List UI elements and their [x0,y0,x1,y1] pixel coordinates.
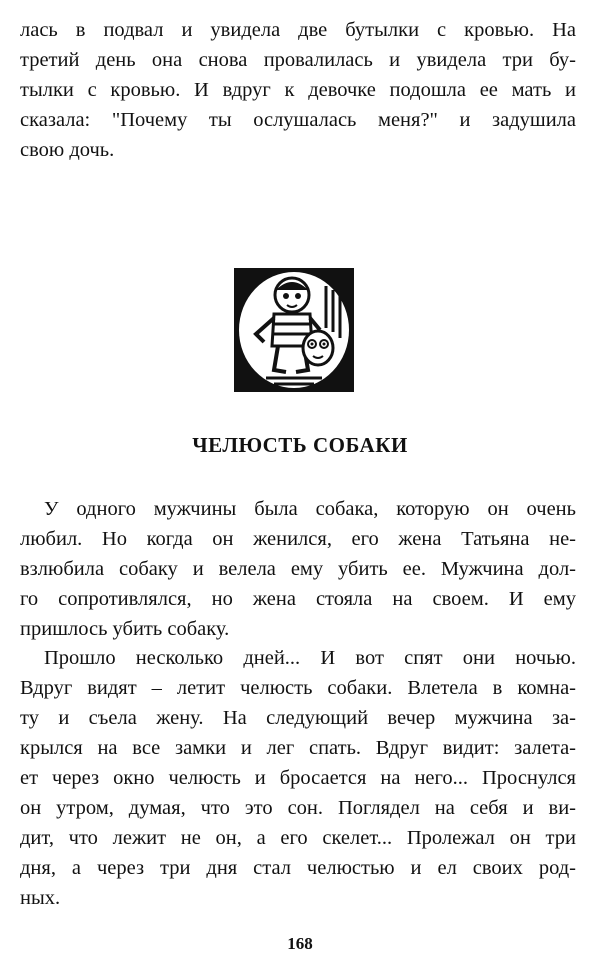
text-line: ет через окно челюсть и бросается на него... Проснулся [20,767,576,789]
boy-holding-head-icon [234,268,354,392]
text-line: он утром, думая, что это сон. Поглядел на себя и ви- [20,797,576,819]
page-number: 168 [287,934,313,953]
text-line: У одного мужчины была собака, которую он очень [44,498,576,520]
text-line: свою дочь. [20,139,115,161]
text-line: любил. Но когда он женился, его жена Татьяна не- [20,528,576,550]
text-line: го сопротивлялся, но жена стояла на своем. И ему [20,588,576,610]
story-paragraph-1 [20,494,576,644]
text-line: Вдруг видят – летит челюсть собаки. Влетела в комна- [20,677,576,699]
story-paragraph-2 [20,643,576,913]
text-line: тылки с кровью. И вдруг к девочке подошла ее мать и [20,79,576,101]
text-line: пришлось убить собаку. [20,618,230,640]
text-line: Прошло несколько дней... И вот спят они ночью. [44,647,576,669]
text-line: третий день она снова провалилась и увидела три бу- [20,49,576,71]
text-line: крылся на все замки и лег спать. Вдруг видит: залета- [20,737,576,759]
text-line: ту и съела жену. На следующий вечер мужчина за- [20,707,576,729]
text-line: сказала: "Почему ты ослушалась меня?" и задушила [20,109,576,131]
text-line: дит, что лежит не он, а его скелет... Пролежал он три [20,827,576,849]
story-title: ЧЕЛЮСТЬ СОБАКИ [192,433,408,457]
text-line: дня, а через три дня стал челюстью и ел своих род- [20,857,576,879]
text-line: лась в подвал и увидела две бутылки с кровью. На [20,19,576,41]
text-line: ных. [20,887,61,909]
text-line: взлюбила собаку и велела ему убить ее. Мужчина дол- [20,558,576,580]
prev-story-paragraph [20,15,576,165]
